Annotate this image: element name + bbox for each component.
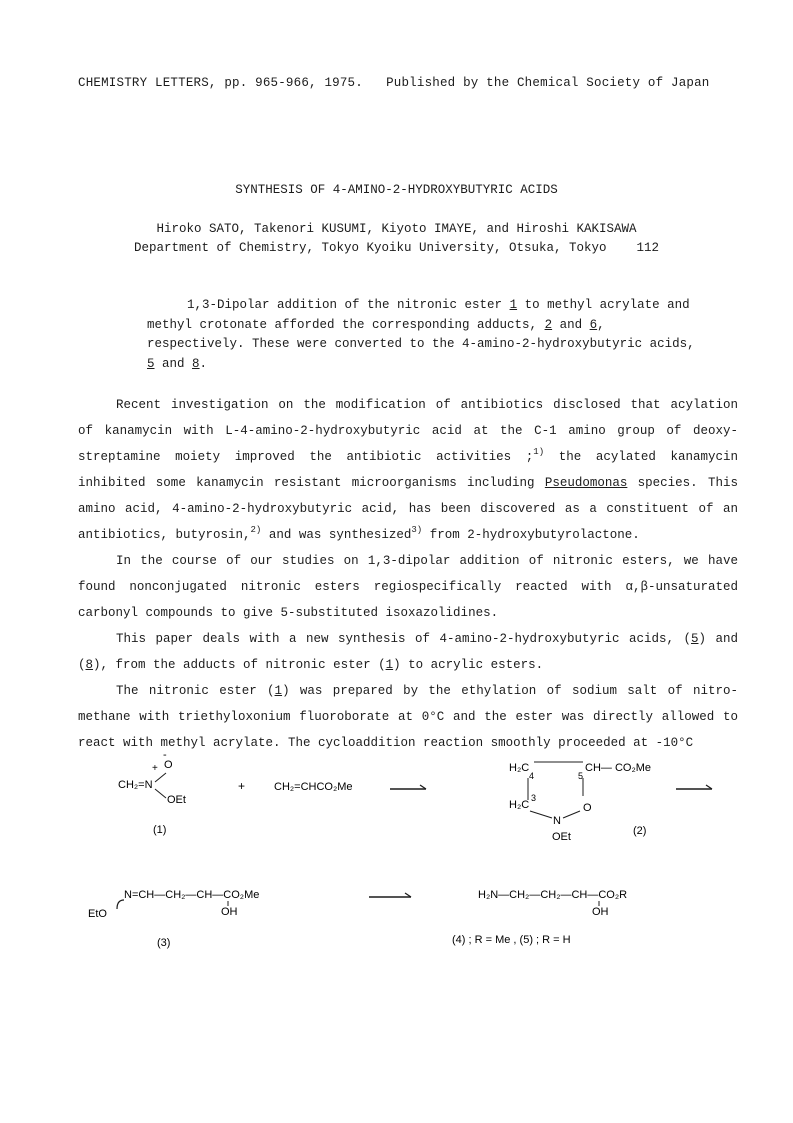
minus-charge: - xyxy=(163,749,167,761)
reference-mark: 3) xyxy=(411,525,423,535)
ethoxy-label: OEt xyxy=(167,794,186,806)
compound-ref: 1 xyxy=(509,298,518,312)
bond-line xyxy=(155,789,166,798)
nitronic-ester-formula: CH₂=N xyxy=(118,779,153,791)
compound-ref: 5 xyxy=(147,356,155,371)
compound-ref: 5 xyxy=(690,632,699,646)
compound3-hydroxyl: OH xyxy=(221,906,238,918)
compound-ref: 8 xyxy=(85,658,94,672)
author-list: Hiroko SATO, Takenori KUSUMI, Kiyoto IMAYE, and Hiroshi KAKISAWA xyxy=(156,222,637,236)
paragraph-intro: Recent investigation on the modification of antibiotics disclosed that acylation of kanamycin with L-4-amino-2-hydroxybutyric acid at the C-1 amino group of deoxy-streptamine moiety improved the antibiotic activities ;$^{1)}$ the acylated kanamycin inhibited some kanamycin resistant microorganisms including Pseudomonas species. This amino acid, 4-amino-2-hydroxybutyric acid, has been discovered as a constituent of an antibiotics, butyrosin,$^{2)}$ and was synthesized$^{3)}$ from 2-hydroxybutyrolactone. xyxy=(78,398,738,542)
compound45-chain: H₂N—CH₂—CH₂—CH—CO₂R xyxy=(478,889,628,901)
plus-charge: + xyxy=(152,763,158,774)
compound-label-3: (3) xyxy=(157,937,171,949)
genus-name: Pseudomonas xyxy=(544,476,628,490)
compound-ref: 6 xyxy=(589,317,598,332)
ring-position-3: 3 xyxy=(531,793,537,803)
ring-ethoxy: OEt xyxy=(552,831,571,843)
article-title: SYNTHESIS OF 4-AMINO-2-HYDROXYBUTYRIC ACIDS xyxy=(235,183,558,197)
ring-ch-ester: CH— CO₂Me xyxy=(585,762,651,774)
reference-mark: 2) xyxy=(250,525,262,535)
compound3-chain: N=CH—CH₂—CH—CO₂Me xyxy=(124,889,260,901)
ring-ch2-bottom: H₂C xyxy=(509,799,530,811)
compound-label-4-5: (4) ; R = Me , (5) ; R = H xyxy=(452,934,571,946)
reference-mark: 1) xyxy=(533,447,545,457)
affiliation-text: Department of Chemistry, Tokyo Kyoiku University, Otsuka, Tokyo xyxy=(133,241,607,255)
plus-sign: + xyxy=(238,779,246,793)
publisher-note: Published by the Chemical Society of Japan xyxy=(386,76,710,90)
paragraph-background: In the course of our studies on 1,3-dipolar addition of nitronic esters, we have found nonconjugated nitronic esters regiospecifically reacted with α,β-unsaturated carbonyl compounds to give 5-substituted isoxazolidines. xyxy=(78,554,738,620)
compound-label-2: (2) xyxy=(633,825,647,837)
methyl-acrylate-formula: CH₂=CHCO₂Me xyxy=(274,781,353,793)
compound-ref: 1 xyxy=(274,684,283,698)
compound45-hydroxyl: OH xyxy=(592,906,609,918)
compound3-ethoxy: EtO xyxy=(88,908,107,920)
ring-position-4: 4 xyxy=(529,771,535,781)
bond-line xyxy=(117,900,124,909)
abstract-text: 1,3-Dipolar addition of the nitronic ester 1 to methyl acrylate and methyl crotonate afforded the corresponding adducts, 2 and 6, respectively. These were converted to the 4-amino-2-hydroxybutyric acids, 5 and 8. xyxy=(147,298,695,371)
ring-position-5: 5 xyxy=(578,771,584,781)
compound-ref: 1 xyxy=(385,658,394,672)
bond-line xyxy=(563,811,580,818)
compound-ref: 2 xyxy=(544,317,553,332)
oxygen-label: O xyxy=(164,759,173,771)
bond-line xyxy=(155,773,166,782)
compound-ref: 8 xyxy=(192,356,200,371)
bond-line xyxy=(530,811,552,818)
journal-citation: CHEMISTRY LETTERS, pp. 965-966, 1975. xyxy=(78,76,363,90)
ring-oxygen: O xyxy=(583,802,592,814)
paragraph-aim: This paper deals with a new synthesis of 4-amino-2-hydroxybutyric acids, (5) and (8), from the adducts of nitronic ester (1) to acrylic esters. xyxy=(78,632,738,672)
ring-ch2-top: H₂C xyxy=(509,762,530,774)
ring-nitrogen: N xyxy=(553,815,561,827)
compound-label-1: (1) xyxy=(153,824,167,836)
paragraph-method: The nitronic ester (1) was prepared by the ethylation of sodium salt of nitro-methane with triethyloxonium fluoroborate at 0°C and the ester was directly allowed to react with methyl acrylate. The cycloaddition reaction smoothly proceeded at -10°C xyxy=(78,684,738,750)
postal-code: 112 xyxy=(636,241,660,255)
